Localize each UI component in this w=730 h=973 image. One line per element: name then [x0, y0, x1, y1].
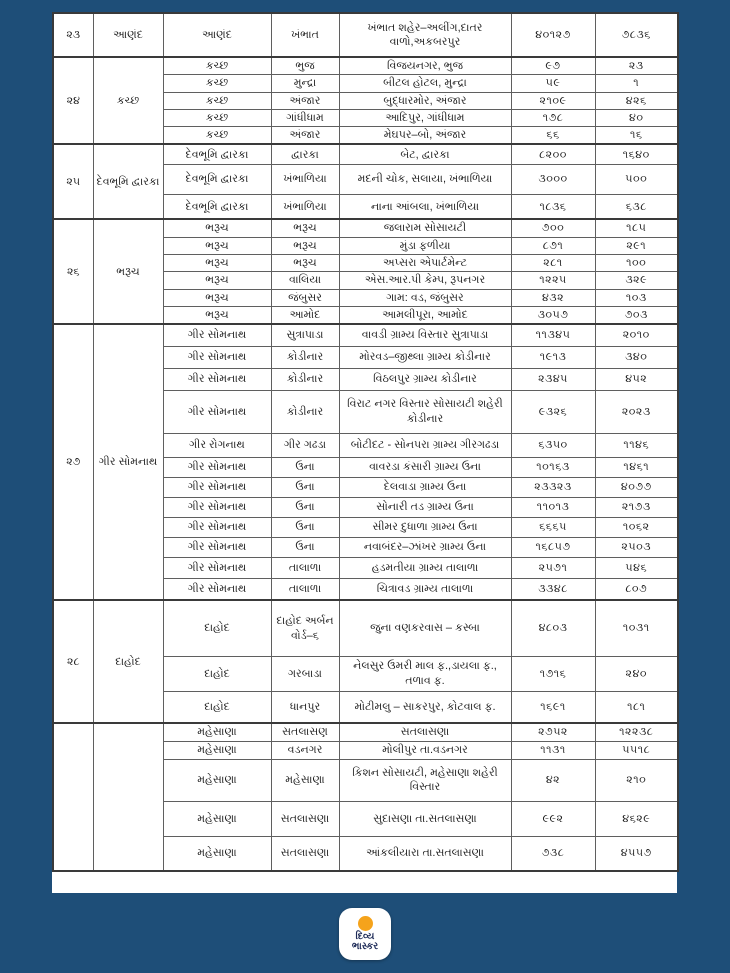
taluka-cell: દ્વારકા [271, 144, 339, 164]
value2-cell: ૪૦ [595, 109, 678, 126]
taluka-cell: વાલિયા [271, 272, 339, 289]
value2-cell: ૪૦૭૭ [595, 477, 678, 497]
value1-cell: ૪૮૦૩ [511, 600, 595, 656]
taluka-cell: તાલાળા [271, 557, 339, 578]
district-cell: કચ્છ [163, 127, 271, 145]
divya-bhaskar-logo [339, 908, 391, 960]
taluka-cell: ગરબાડા [271, 656, 339, 691]
district-cell: મહેસાણા [163, 836, 271, 871]
district-cell: ભરૂચ [163, 237, 271, 254]
value1-cell: ૪૦૧૨૭ [511, 13, 595, 57]
area-cell: આંકલીયારા તા.સતલાસણા [339, 836, 511, 871]
sun-icon [358, 916, 373, 931]
value1-cell: ૫૯ [511, 75, 595, 92]
taluka-cell: કોડીનાર [271, 390, 339, 433]
table-row [53, 144, 678, 164]
taluka-cell: તાલાળા [271, 578, 339, 600]
value2-cell: ૨૩ [595, 57, 678, 75]
taluka-cell: ખંભાત [271, 13, 339, 57]
value1-cell: ૪૩૨ [511, 289, 595, 306]
district-cell: કચ્છ [163, 57, 271, 75]
value2-cell: ૧૦૬૨ [595, 517, 678, 537]
area-cell: જુના વણકરવાસ – કસ્બા [339, 600, 511, 656]
area-cell: સતલાસણા [339, 723, 511, 741]
district-cell: ગીર સોમનાથ [163, 557, 271, 578]
value2-cell: ૪૫૫૭ [595, 836, 678, 871]
serial-cell: ૨૫ [53, 144, 93, 219]
district-group-cell: કચ્છ [93, 57, 163, 144]
district-group-cell [93, 723, 163, 871]
area-cell: ચિત્રાવડ ગ્રામ્ય તાલાળા [339, 578, 511, 600]
district-cell: ગીર રોગનાથ [163, 433, 271, 457]
value1-cell: ૬૩૫૦ [511, 433, 595, 457]
serial-cell: ૨૪ [53, 57, 93, 144]
value2-cell: ૮૦૭ [595, 578, 678, 600]
value1-cell: ૨૭૫૨ [511, 723, 595, 741]
district-cell: ગીર સોમનાથ [163, 390, 271, 433]
area-cell: મેઘપર–બો, અંજાર [339, 127, 511, 145]
area-cell: મોરવડ–જીથ્લા ગ્રામ્ય કોડીનાર [339, 346, 511, 368]
serial-cell: ૨૮ [53, 600, 93, 723]
taluka-cell: ભુજ [271, 57, 339, 75]
value2-cell: ૪૬૨૯ [595, 801, 678, 836]
taluka-cell: કોડીનાર [271, 346, 339, 368]
value1-cell: ૩૦૫૭ [511, 306, 595, 324]
value2-cell: ૬૩૮ [595, 194, 678, 219]
district-cell: ભરૂચ [163, 306, 271, 324]
value2-cell: ૧૮૧ [595, 691, 678, 723]
area-cell: ખંભાત શહેર–અલીંગ,દાતર વાળો,અકબરપુર [339, 13, 511, 57]
value2-cell: ૨૧૦ [595, 759, 678, 801]
taluka-cell: દાહોદ અર્બન વોર્ડ–૬ [271, 600, 339, 656]
value1-cell: ૧૧૩૧ [511, 741, 595, 759]
value1-cell: ૧૮૩૬ [511, 194, 595, 219]
taluka-cell: જંબુસર [271, 289, 339, 306]
value1-cell: ૨૩૪૫ [511, 368, 595, 390]
area-cell: વિજયનગર, ભુજ [339, 57, 511, 75]
district-cell: કચ્છ [163, 109, 271, 126]
value1-cell: ૭૦૦ [511, 219, 595, 237]
serial-cell [53, 723, 93, 871]
area-cell: બુદ્ધારમોર, અંજાર [339, 92, 511, 109]
area-cell: વાવડી ગ્રામ્ય વિસ્તાર સુત્રાપાડા [339, 324, 511, 346]
table-row [53, 600, 678, 656]
table-body [53, 13, 678, 871]
value1-cell: ૧૧૦૧૩ [511, 497, 595, 517]
taluka-cell: સતલાસણા [271, 836, 339, 871]
taluka-cell: ધાનપુર [271, 691, 339, 723]
value2-cell: ૭૦૩ [595, 306, 678, 324]
table-row [53, 324, 678, 346]
district-cell: દાહોદ [163, 656, 271, 691]
district-cell: ગીર સોમનાથ [163, 517, 271, 537]
area-cell: સોનારી તડ ગ્રામ્ય ઉના [339, 497, 511, 517]
area-cell: ગામ: વડ, જંબુસર [339, 289, 511, 306]
table-page [52, 12, 677, 893]
value2-cell: ૫૦૦ [595, 164, 678, 194]
area-cell: અપ્સરા એપાર્ટમેન્ટ [339, 255, 511, 272]
value2-cell: ૧૪૬૧ [595, 457, 678, 477]
area-cell: નાના આંબલા, ખંભાળિયા [339, 194, 511, 219]
taluka-cell: ખંભાળિયા [271, 194, 339, 219]
taluka-cell: ઉના [271, 457, 339, 477]
value1-cell: ૯૩૨૬ [511, 390, 595, 433]
area-cell: હડમતીયા ગ્રામ્ય તાલાળા [339, 557, 511, 578]
table-row [53, 57, 678, 75]
district-data-table [52, 12, 679, 872]
area-cell: આદિપુર, ગાંધીધામ [339, 109, 511, 126]
area-cell: બેટ, દ્વારકા [339, 144, 511, 164]
value2-cell: ૨૦૨૩ [595, 390, 678, 433]
value2-cell: ૪૨૬ [595, 92, 678, 109]
district-cell: મહેસાણા [163, 801, 271, 836]
serial-cell: ૨૭ [53, 324, 93, 600]
district-cell: ગીર સોમનાથ [163, 578, 271, 600]
area-cell: દેલવાડા ગ્રામ્ય ઉના [339, 477, 511, 497]
value1-cell: ૬૬ [511, 127, 595, 145]
value1-cell: ૮૭૧ [511, 237, 595, 254]
district-cell: ગીર સોમનાથ [163, 368, 271, 390]
value1-cell: ૨૮૧ [511, 255, 595, 272]
district-cell: કચ્છ [163, 75, 271, 92]
value1-cell: ૨૩૩૨૩ [511, 477, 595, 497]
area-cell: મદની ચોક, સલાયા, ખંભાળિયા [339, 164, 511, 194]
area-cell: નેલસુર ઉમરી માલ ફ.,ડાયલા ફ., તળાવ ફ. [339, 656, 511, 691]
taluka-cell: આમોદ [271, 306, 339, 324]
value1-cell: ૧૦૧૬૩ [511, 457, 595, 477]
taluka-cell: ઉના [271, 477, 339, 497]
value1-cell: ૮૨૦૦ [511, 144, 595, 164]
taluka-cell: સતલાસણ [271, 723, 339, 741]
value2-cell: ૧૧૪૬ [595, 433, 678, 457]
logo-text [352, 932, 378, 952]
taluka-cell: ગીર ગઢડા [271, 433, 339, 457]
district-group-cell: દેવભૂમિ દ્વારકા [93, 144, 163, 219]
area-cell: આમલીપૂરા, આમોદ [339, 306, 511, 324]
area-cell: મોટીમલુ – સાકરપુર, કોટવાલ ફ. [339, 691, 511, 723]
value2-cell: ૨૫૦૩ [595, 537, 678, 557]
value1-cell: ૬૬૬૫ [511, 517, 595, 537]
district-cell: આણંદ [163, 13, 271, 57]
district-cell: મહેસાણા [163, 723, 271, 741]
district-group-cell: ભરૂચ [93, 219, 163, 324]
taluka-cell: અંજાર [271, 92, 339, 109]
taluka-cell: કોડીનાર [271, 368, 339, 390]
area-cell: મુંડા ફળીયા [339, 237, 511, 254]
value1-cell: ૨૫૭૧ [511, 557, 595, 578]
district-cell: ભરૂચ [163, 272, 271, 289]
value1-cell: ૧૬૮૫૭ [511, 537, 595, 557]
value1-cell: ૧૭૧૬ [511, 656, 595, 691]
area-cell: વિઠલપુર ગ્રામ્ય કોડીનાર [339, 368, 511, 390]
value2-cell: ૨૯૧ [595, 237, 678, 254]
value2-cell: ૧૮૫ [595, 219, 678, 237]
area-cell: મોલીપુર તા.વડનગર [339, 741, 511, 759]
value2-cell: ૭૮૩૬ [595, 13, 678, 57]
taluka-cell: વડનગર [271, 741, 339, 759]
district-group-cell: દાહોદ [93, 600, 163, 723]
area-cell: સીમર દુધાળા ગ્રામ્ય ઉના [339, 517, 511, 537]
logo-line1: દિવ્ય [355, 931, 375, 943]
value2-cell: ૫૫૧૮ [595, 741, 678, 759]
district-group-cell: આણંદ [93, 13, 163, 57]
area-cell: એસ.આર.પી કેમ્પ, રૂપનગર [339, 272, 511, 289]
district-cell: ભરૂચ [163, 289, 271, 306]
value2-cell: ૧ [595, 75, 678, 92]
district-cell: દાહોદ [163, 691, 271, 723]
value1-cell: ૨૧૦૯ [511, 92, 595, 109]
taluka-cell: ખંભાળિયા [271, 164, 339, 194]
taluka-cell: ભરૂચ [271, 255, 339, 272]
value1-cell: ૩૩૪૮ [511, 578, 595, 600]
area-cell: બીટલ હોટલ, મુન્દ્રા [339, 75, 511, 92]
value1-cell: ૭૩૮ [511, 836, 595, 871]
district-cell: મહેસાણા [163, 741, 271, 759]
value2-cell: ૧૦૩૧ [595, 600, 678, 656]
value1-cell: ૩૦૦૦ [511, 164, 595, 194]
taluka-cell: ઉના [271, 517, 339, 537]
taluka-cell: ભરૂચ [271, 219, 339, 237]
value2-cell: ૫૪૬ [595, 557, 678, 578]
area-cell: નવાબંદર–ઝાંખર ગ્રામ્ય ઉના [339, 537, 511, 557]
value1-cell: ૯૯૨ [511, 801, 595, 836]
district-cell: ગીર સોમનાથ [163, 497, 271, 517]
district-cell: ગીર સોમનાથ [163, 346, 271, 368]
taluka-cell: મહેસાણા [271, 759, 339, 801]
value1-cell: ૯૭ [511, 57, 595, 75]
taluka-cell: સુત્રાપાડા [271, 324, 339, 346]
serial-cell: ૨૩ [53, 13, 93, 57]
taluka-cell: અંજાર [271, 127, 339, 145]
district-cell: ગીર સોમનાથ [163, 537, 271, 557]
table-row [53, 13, 678, 57]
district-cell: ગીર સોમનાથ [163, 457, 271, 477]
taluka-cell: ઉના [271, 537, 339, 557]
taluka-cell: ગાંધીધામ [271, 109, 339, 126]
value1-cell: ૧૬૯૧ [511, 691, 595, 723]
area-cell: કિશન સોસાયટી, મહેસાણા શહેરી વિસ્તાર [339, 759, 511, 801]
value2-cell: ૧૬૪૦ [595, 144, 678, 164]
taluka-cell: ઉના [271, 497, 339, 517]
district-cell: ભરૂચ [163, 255, 271, 272]
value1-cell: ૧૨૨૫ [511, 272, 595, 289]
table-row [53, 723, 678, 741]
value1-cell: ૧૧૩૪૫ [511, 324, 595, 346]
taluka-cell: મુન્દ્રા [271, 75, 339, 92]
value2-cell: ૧૬ [595, 127, 678, 145]
district-cell: કચ્છ [163, 92, 271, 109]
value2-cell: ૧૦૩ [595, 289, 678, 306]
value2-cell: ૨૦૧૦ [595, 324, 678, 346]
value2-cell: ૩૨૯ [595, 272, 678, 289]
district-cell: દેવભૂમિ દ્વારકા [163, 164, 271, 194]
table-row [53, 219, 678, 237]
district-group-cell: ગીર સોમનાથ [93, 324, 163, 600]
area-cell: બોટીદટ - સોનપરા ગ્રામ્ય ગીરગઢડા [339, 433, 511, 457]
area-cell: સુદાસણા તા.સતલાસણા [339, 801, 511, 836]
area-cell: વાવરડા કંસારી ગ્રામ્ય ઉના [339, 457, 511, 477]
taluka-cell: ભરૂચ [271, 237, 339, 254]
value2-cell: ૨૧૭૩ [595, 497, 678, 517]
area-cell: વિરાટ નગર વિસ્તાર સોસાયટી શહેરી કોડીનાર [339, 390, 511, 433]
district-cell: દાહોદ [163, 600, 271, 656]
district-cell: ભરૂચ [163, 219, 271, 237]
serial-cell: ૨૬ [53, 219, 93, 324]
value2-cell: ૩૪૦ [595, 346, 678, 368]
value1-cell: ૪૨ [511, 759, 595, 801]
value1-cell: ૧૯૧૩ [511, 346, 595, 368]
logo-line2: ભાસ્કર [351, 941, 379, 952]
area-cell: જલારામ સોસાયટી [339, 219, 511, 237]
district-cell: ગીર સોમનાથ [163, 477, 271, 497]
value1-cell: ૧૭૮ [511, 109, 595, 126]
district-cell: મહેસાણા [163, 759, 271, 801]
value2-cell: ૨૪૦ [595, 656, 678, 691]
district-cell: ગીર સોમનાથ [163, 324, 271, 346]
value2-cell: ૧૦૦ [595, 255, 678, 272]
value2-cell: ૪૫૨ [595, 368, 678, 390]
taluka-cell: સતલાસણા [271, 801, 339, 836]
district-cell: દેવભૂમિ દ્વારકા [163, 144, 271, 164]
district-cell: દેવભૂમિ દ્વારકા [163, 194, 271, 219]
value2-cell: ૧૨૨૩૮ [595, 723, 678, 741]
